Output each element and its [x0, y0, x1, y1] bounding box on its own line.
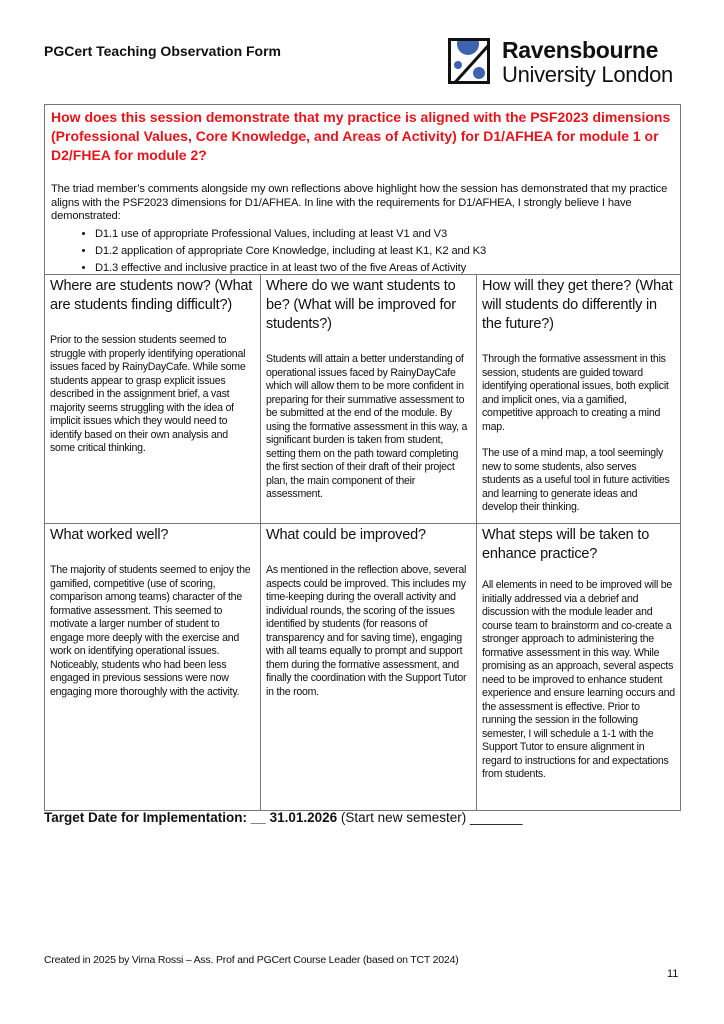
cell-worked-well	[45, 524, 261, 810]
psf-bullet: • D1.3 effective and inclusive practice in at least two of the five Areas of Activity	[95, 260, 674, 277]
footer-credit: Created in 2025 by Virna Rossi – Ass. Prof and PGCert Course Leader (based on TCT 2024)	[44, 954, 459, 966]
cell-body: All elements in need to be improved will be initially addressed via a debrief and discussion with the module leader and course team to brainstorm and co-create a stronger approach to administering the formative assessment in this way. While promising as an approach, several aspects need to be improved to enhance student experience and ensure learning occurs and the assessment is effective. Prior to running the session in the following semester, I will schedule a 1-1 with the Support Tutor to ensure alignment in regard to instructions for and expectations from students.	[482, 579, 675, 780]
logo-text-line1: Ravensbourne	[502, 37, 659, 63]
psf-bullet: • D1.2 application of appropriate Core Knowledge, including at least K1, K2 and K3	[95, 243, 674, 260]
cell-body: The use of a mind map, a tool seemingly new to some students, also serves students as a useful tool in future activities and learning to generate ideas and develop their thinking.	[482, 447, 670, 513]
cell-could-improve	[261, 524, 477, 810]
cell-body: As mentioned in the reflection above, several aspects could be improved. This includes my time-keeping during the overall activity and individual rounds, the scoring of the issues identified by students (for reasons of transparency and for saving time), engaging with all teams equally to prompt and support them during the formative assessment, and finally the coordination with the Support Tutor in the room.	[266, 564, 467, 698]
page-number: 11	[667, 968, 679, 980]
cell-how-get-there	[477, 275, 680, 523]
university-logo	[448, 33, 683, 89]
cell-body: Through the formative assessment in this session, students are guided toward identifying operational issues, both explicit and implicit ones, via a gamified, competitive approach to creating a mind map.	[482, 353, 669, 433]
observation-table	[44, 104, 681, 811]
table-row	[45, 524, 680, 810]
logo-text-line2: University London	[502, 62, 673, 87]
target-date-label: Target Date for Implementation:	[44, 810, 248, 825]
cell-students-goal	[261, 275, 477, 523]
cell-heading: What steps will be taken to enhance practice?	[482, 527, 650, 562]
cell-body: The majority of students seemed to enjoy the gamified, competitive (use of scoring, comparison among teams) character of the formative assessment. This seemed to motivate a larger number of student to engage more deeply with the exercise and work on identifying operational issues. Noticeably, students who had been less engaged in previous sessions were now engaging more thoroughly with the activity.	[50, 564, 251, 698]
cell-heading: How will they get there? (What will students do differently in the future?)	[482, 278, 673, 332]
cell-heading: What worked well?	[50, 527, 169, 543]
target-date: Target Date for Implementation: __ 31.01.2026 (Start new semester) _______	[44, 810, 523, 825]
target-date-value: 31.01.2026	[269, 810, 338, 825]
logo-mark-icon	[448, 38, 490, 84]
psf-question: How does this session demonstrate that my practice is aligned with the PSF2023 dimensions (Professional Values, Core Knowledge, and Areas of Activity) for D1/AFHEA for module 1 or D2/FHEA for module 2?	[51, 109, 671, 163]
psf-intro: The triad member’s comments alongside my own reflections above highlight how the session has demonstrated that my practice aligns with the PSF2023 dimensions for D1/AFHEA. In line with the requirements for D1/AFHEA, I strongly believe I have demonstrated:	[51, 183, 668, 222]
cell-body: Prior to the session students seemed to struggle with properly identifying operational issues faced by RainyDayCafe. While some students appear to grasp explicit issues described in the assignment brief, a vast majority seems struggling with the idea of implicit issues which they would need to identify based on their own analysis and some critical thinking.	[50, 334, 246, 454]
psf-alignment-section	[45, 105, 680, 275]
psf-bullet-list	[51, 226, 674, 277]
target-date-note: (Start new semester)	[340, 810, 467, 825]
cell-heading: What could be improved?	[266, 527, 426, 543]
cell-students-now	[45, 275, 261, 523]
cell-next-steps	[477, 524, 680, 810]
table-row	[45, 275, 680, 524]
cell-heading: Where are students now? (What are students finding difficult?)	[50, 278, 253, 313]
cell-body: Students will attain a better understanding of operational issues faced by RainyDayCafe which will allow them to be more confident in preparing for their summative assessment to be submitted at the end of the module. By using the formative assessment in this way, a significant burden is taken from student, setting them on the path toward completing the first section of their draft of their project plan, the main component of their assessment.	[266, 353, 468, 500]
psf-bullet: • D1.1 use of appropriate Professional Values, including at least V1 and V3	[95, 226, 674, 243]
form-title: PGCert Teaching Observation Form	[44, 43, 282, 59]
cell-heading: Where do we want students to be? (What will be improved for students?)	[266, 278, 456, 332]
